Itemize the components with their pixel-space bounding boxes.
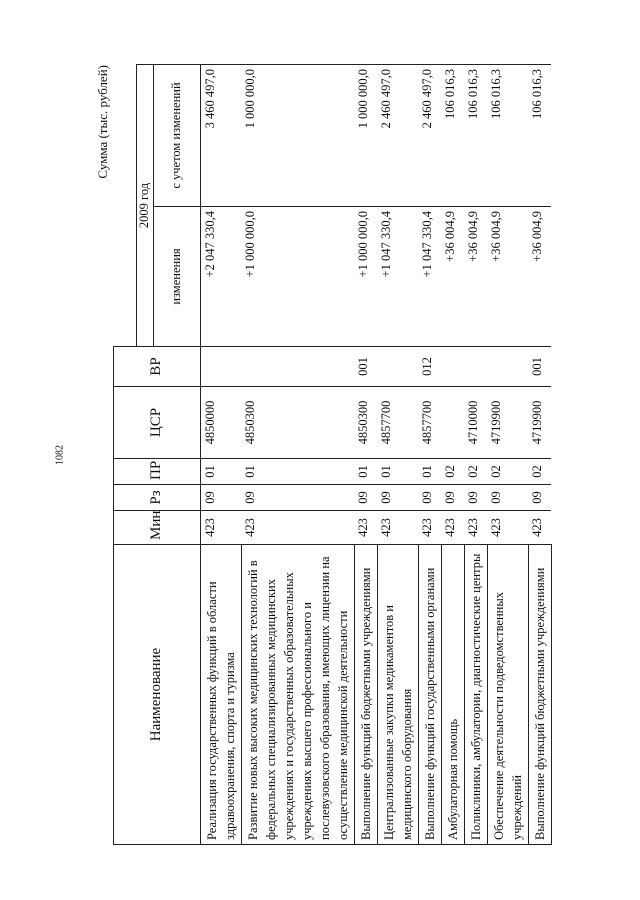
row-total: 2 460 497,0 — [377, 65, 418, 207]
row-change: +1 000 000,0 — [241, 207, 354, 347]
table-row — [418, 65, 441, 845]
row-min: 423 — [354, 511, 377, 545]
header-units-spacer — [114, 65, 137, 347]
row-rz: 09 — [377, 485, 418, 511]
header-pr: ПР — [114, 459, 201, 485]
row-name: Поликлиники, амбулатории, диагностические центры — [464, 545, 487, 845]
header-rz: Рз — [114, 485, 201, 511]
header-vr: ВР — [114, 347, 201, 387]
row-total: 106 016,3 — [441, 65, 464, 207]
row-change: +1 047 330,4 — [418, 207, 441, 347]
row-name: Выполнение функций бюджетными учреждениями — [354, 545, 377, 845]
row-rz: 09 — [441, 485, 464, 511]
row-csr: 4857700 — [418, 387, 441, 459]
row-min: 423 — [528, 511, 551, 545]
table-row — [441, 65, 464, 845]
row-total: 106 016,3 — [528, 65, 551, 207]
row-change: +36 004,9 — [528, 207, 551, 347]
table-row — [528, 65, 551, 845]
row-change: +2 047 330,4 — [200, 207, 241, 347]
row-change: +1 047 330,4 — [377, 207, 418, 347]
row-name: Выполнение функций бюджетными учреждениями — [528, 545, 551, 845]
table-body — [200, 65, 551, 845]
row-pr: 02 — [464, 459, 487, 485]
row-pr: 02 — [487, 459, 528, 485]
row-vr — [377, 347, 418, 387]
header-csr: ЦСР — [114, 387, 201, 459]
row-name: Выполнение функций государственными органами — [418, 545, 441, 845]
row-change: +36 004,9 — [487, 207, 528, 347]
row-vr: 012 — [418, 347, 441, 387]
row-min: 423 — [418, 511, 441, 545]
row-vr — [441, 347, 464, 387]
row-total: 106 016,3 — [464, 65, 487, 207]
budget-table — [113, 64, 552, 845]
header-total: с учетом изменений — [153, 65, 200, 207]
row-change: +1 000 000,0 — [354, 207, 377, 347]
row-pr: 01 — [200, 459, 241, 485]
row-name: Обеспечение деятельности подведомственных учреждений — [487, 545, 528, 845]
units-caption: Сумма (тыс. рублей) — [95, 65, 110, 179]
row-min: 423 — [464, 511, 487, 545]
row-min: 423 — [241, 511, 354, 545]
row-vr — [241, 347, 354, 387]
row-name: Централизованные закупки медикаментов и медицинского оборудования — [377, 545, 418, 845]
table-row — [487, 65, 528, 845]
row-csr: 4857700 — [377, 387, 418, 459]
header-year: 2009 год — [136, 65, 153, 347]
table-row — [464, 65, 487, 845]
table-row — [200, 65, 241, 845]
row-csr — [441, 387, 464, 459]
row-rz: 09 — [464, 485, 487, 511]
row-total: 106 016,3 — [487, 65, 528, 207]
table-row — [354, 65, 377, 845]
row-rz: 09 — [487, 485, 528, 511]
row-vr — [464, 347, 487, 387]
row-min: 423 — [377, 511, 418, 545]
row-rz: 09 — [528, 485, 551, 511]
row-pr: 01 — [377, 459, 418, 485]
row-rz: 09 — [418, 485, 441, 511]
row-csr: 4850300 — [241, 387, 354, 459]
header-change: изменения — [153, 207, 200, 347]
row-vr: 001 — [354, 347, 377, 387]
table-header — [114, 65, 201, 845]
header-min: Мин — [114, 511, 201, 545]
row-rz: 09 — [354, 485, 377, 511]
row-pr: 01 — [354, 459, 377, 485]
row-min: 423 — [200, 511, 241, 545]
row-csr: 4850000 — [200, 387, 241, 459]
row-name: Развитие новых высоких медицинских технологий в федеральных специализированных медицинских учреждениях и государственных образовательных учреждениях высшего профессионального и послевузовского образования, имеющих лицензии на осуществление медицинской деятельности — [241, 545, 354, 845]
row-min: 423 — [441, 511, 464, 545]
row-change: +36 004,9 — [464, 207, 487, 347]
row-total: 2 460 497,0 — [418, 65, 441, 207]
rotated-page-content — [95, 65, 595, 845]
row-change: +36 004,9 — [441, 207, 464, 347]
row-csr: 4710000 — [464, 387, 487, 459]
row-csr: 4719900 — [528, 387, 551, 459]
row-pr: 02 — [441, 459, 464, 485]
table-row — [241, 65, 354, 845]
row-total: 1 000 000,0 — [241, 65, 354, 207]
row-rz: 09 — [241, 485, 354, 511]
row-rz: 09 — [200, 485, 241, 511]
row-vr: 001 — [528, 347, 551, 387]
row-pr: 02 — [528, 459, 551, 485]
row-vr — [487, 347, 528, 387]
row-csr: 4719900 — [487, 387, 528, 459]
row-pr: 01 — [418, 459, 441, 485]
row-csr: 4850300 — [354, 387, 377, 459]
row-pr: 01 — [241, 459, 354, 485]
row-min: 423 — [487, 511, 528, 545]
row-total: 3 460 497,0 — [200, 65, 241, 207]
row-name: Амбулаторная помощь — [441, 545, 464, 845]
row-name: Реализация государственных функций в области здравоохранения, спорта и туризма — [200, 545, 241, 845]
row-vr — [200, 347, 241, 387]
row-total: 1 000 000,0 — [354, 65, 377, 207]
page-number: 1082 — [54, 445, 66, 465]
table-row — [377, 65, 418, 845]
header-name: Наименование — [114, 545, 201, 845]
